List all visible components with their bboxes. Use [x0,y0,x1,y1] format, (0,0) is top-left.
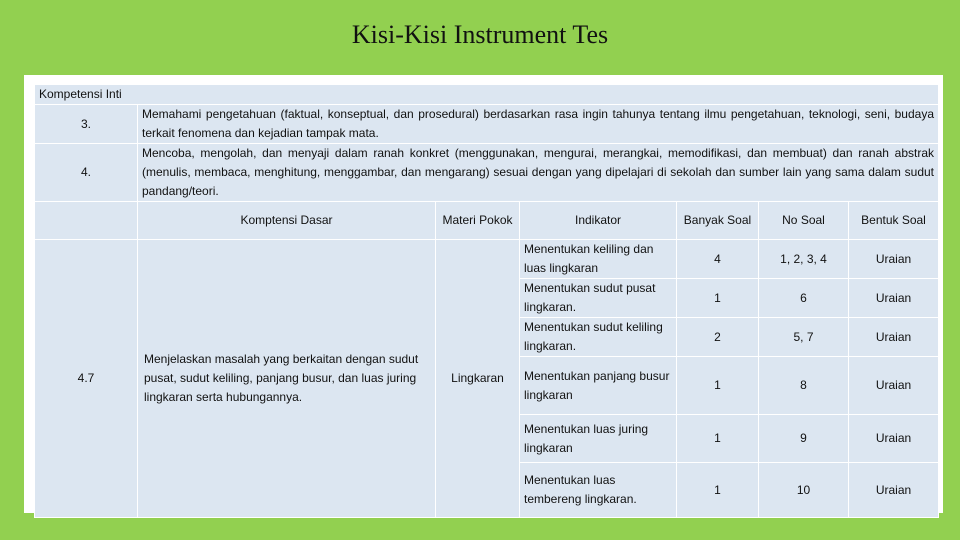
ki-text: Mencoba, mengolah, dan menyaji dalam ranah konkret (menggunakan, mengurai, merangkai, memodifikasi, dan membuat) dan ranah abstrak (menulis, membaca, menghitung, menggambar, dan mengarang) sesuai dengan yang dipelajari di sekolah dan sumber lain yang sama dalam sudut pandang/teori. [138,144,939,202]
header-bentuk-soal: Bentuk Soal [849,202,939,240]
no-soal-cell: 9 [759,415,849,463]
header-indikator: Indikator [520,202,677,240]
ki-number: 3. [35,105,138,144]
bentuk-soal-cell: Uraian [849,240,939,279]
banyak-soal-cell: 2 [677,318,759,357]
no-soal-cell: 10 [759,463,849,518]
ki-number: 4. [35,144,138,202]
header-blank [35,202,138,240]
bentuk-soal-cell: Uraian [849,279,939,318]
slide-title: Kisi-Kisi Instrument Tes [351,20,609,49]
header-banyak-soal: Banyak Soal [677,202,759,240]
header-materi-pokok: Materi Pokok [436,202,520,240]
kd-number: 4.7 [35,240,138,518]
kompetensi-inti-header: Kompetensi Inti [35,85,939,105]
no-soal-cell: 5, 7 [759,318,849,357]
indikator-cell: Menentukan keliling dan luas lingkaran [520,240,677,279]
bentuk-soal-cell: Uraian [849,415,939,463]
banyak-soal-cell: 1 [677,279,759,318]
banyak-soal-cell: 1 [677,463,759,518]
bentuk-soal-cell: Uraian [849,357,939,415]
indikator-cell: Menentukan sudut keliling lingkaran. [520,318,677,357]
column-header-row [35,202,939,240]
ki-row-4 [35,144,939,202]
kisi-kisi-table [34,84,939,518]
no-soal-cell: 8 [759,357,849,415]
kd-text: Menjelaskan masalah yang berkaitan dengan sudut pusat, sudut keliling, panjang busur, dan luas juring lingkaran serta hubungannya. [138,240,436,518]
header-no-soal: No Soal [759,202,849,240]
indikator-cell: Menentukan panjang busur lingkaran [520,357,677,415]
ki-text: Memahami pengetahuan (faktual, konseptual, dan prosedural) berdasarkan rasa ingin tahunya tentang ilmu pengetahuan, teknologi, seni, budaya terkait fenomena dan kejadian tampak mata. [138,105,939,144]
table-row [35,240,939,279]
materi-pokok: Lingkaran [436,240,520,518]
bentuk-soal-cell: Uraian [849,463,939,518]
banyak-soal-cell: 4 [677,240,759,279]
banyak-soal-cell: 1 [677,415,759,463]
kompetensi-inti-header-row [35,85,939,105]
bentuk-soal-cell: Uraian [849,318,939,357]
indikator-cell: Menentukan sudut pusat lingkaran. [520,279,677,318]
ki-row-3 [35,105,939,144]
no-soal-cell: 6 [759,279,849,318]
banyak-soal-cell: 1 [677,357,759,415]
indikator-cell: Menentukan luas juring lingkaran [520,415,677,463]
header-kompetensi-dasar: Komptensi Dasar [138,202,436,240]
indikator-cell: Menentukan luas tembereng lingkaran. [520,463,677,518]
no-soal-cell: 1, 2, 3, 4 [759,240,849,279]
